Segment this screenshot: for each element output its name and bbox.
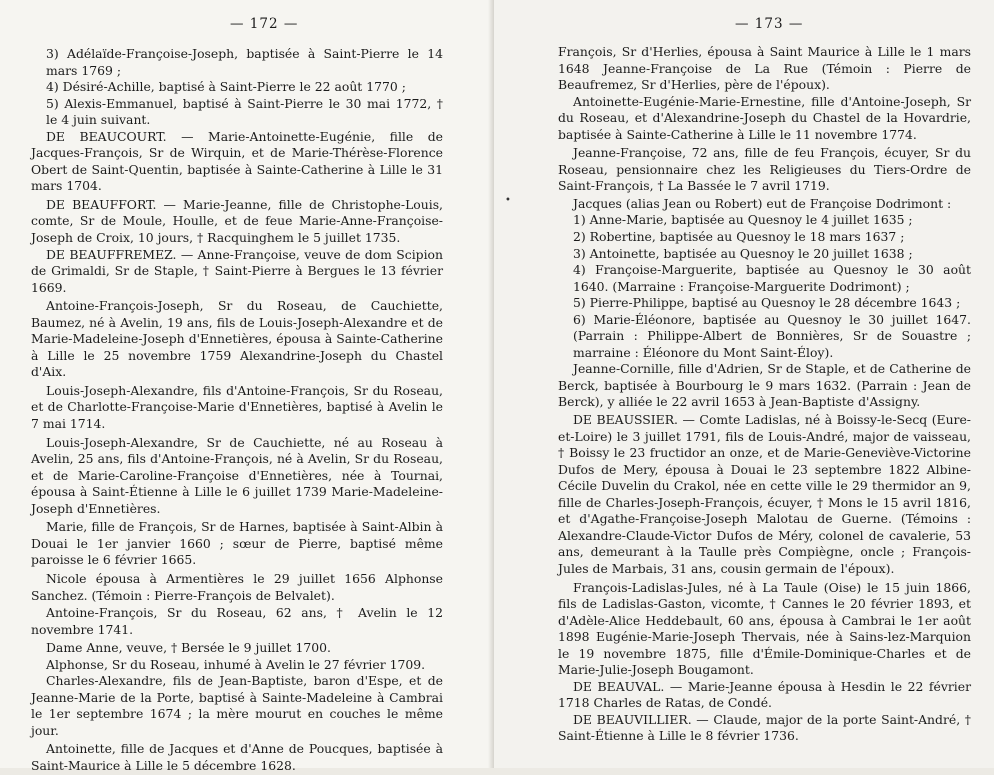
page-number-left: — 172 — <box>230 16 299 32</box>
entry-paragraph: Antoine-François, Sr du Roseau, 62 ans, † Avelin le 12 novembre 1741. <box>31 605 443 637</box>
entry-paragraph: DE BEAUCOURT. — Marie-Antoinette-Eugénie, fille de Jacques-François, Sr de Wirquin, et de Marie-Thérèse-Florence Obert de Saint-Quentin, baptisée à Sainte-Catherine à Lille le 31 mars 1704. <box>31 128 443 194</box>
right-page-text <box>558 44 971 745</box>
entry-paragraph: Charles-Alexandre, fils de Jean-Baptiste, baron d'Espe, et de Jeanne-Marie de la Porte, baptisé à Sainte-Madeleine à Cambrai le 1er septembre 1674 ; la mère mourut en couches le même jour. <box>31 673 443 738</box>
entry-paragraph: Antoinette-Eugénie-Marie-Ernestine, fille d'Antoine-Joseph, Sr du Roseau, et d'Alexandrine-Joseph du Chastel de la Hovardrie, baptisée à Sainte-Catherine à Lille le 11 novembre 1774. <box>558 93 971 142</box>
entry-paragraph: Antoine-François-Joseph, Sr du Roseau, de Cauchiette, Baumez, né à Avelin, 19 ans, fils de Louis-Joseph-Alexandre et de Marie-Madeleine-Joseph d'Ennetières, épousa à Sainte-Catherine à Lille le 25 novembre 1759 Alexandrine-Joseph du Chastel d'Aix. <box>31 298 443 380</box>
entry-paragraph: 5) Alexis-Emmanuel, baptisé à Saint-Pierre le 30 mai 1772, † le 4 juin suivant. <box>46 95 443 128</box>
left-page <box>0 0 494 773</box>
page-number-right: — 173 — <box>735 16 804 32</box>
entry-paragraph: Louis-Joseph-Alexandre, Sr de Cauchiette, né au Roseau à Avelin, 25 ans, fils d'Antoine-François, né à Avelin, Sr du Roseau, et de Marie-Caroline-Françoise d'Ennetières, née à Tournai, épousa à Saint-Étienne à Lille le 6 juillet 1739 Marie-Madeleine-Joseph d'Ennetières. <box>31 434 443 516</box>
left-page-text <box>31 46 443 775</box>
entry-paragraph: Marie, fille de François, Sr de Harnes, baptisée à Saint-Albin à Douai le 1er janvier 1660 ; sœur de Pierre, baptisé même paroisse le 6 février 1665. <box>31 519 443 568</box>
entry-paragraph: 5) Pierre-Philippe, baptisé au Quesnoy le 28 décembre 1643 ; <box>573 295 961 311</box>
entry-paragraph: DE BEAUSSIER. — Comte Ladislas, né à Boissy-le-Secq (Eure-et-Loire) le 3 juillet 1791, fils de Louis-André, major de vaisseau, † Boissy le 23 fructidor an onze, et de Marie-Geneviève-Victorine Dufos de Mery, épousa à Douai le 23 septembre 1822 Albine-Cécile Duvelin du Crakol, née en cette ville le 29 thermidor an 9, fille de Charles-Joseph-François, écuyer, † Mons le 15 avril 1816, et d'Agathe-Françoise-Joseph Malotau de Guerne. (Témoins : Alexandre-Claude-Victor Dufos de Méry, colonel de cavalerie, 53 ans, demeurant à la Taulle près Compiègne, oncle ; François-Jules de Marbais, 31 ans, cousin germain de l'époux). <box>558 412 971 576</box>
entry-paragraph: DE BEAUFFORT. — Marie-Jeanne, fille de Christophe-Louis, comte, Sr de Moule, Houlle, et de feue Marie-Anne-Françoise-Joseph de Croix, 10 jours, † Racquinghem le 5 juillet 1735. <box>31 196 443 246</box>
entry-paragraph: Jeanne-Cornille, fille d'Adrien, Sr de Staple, et de Catherine de Berck, baptisée à Bourbourg le 9 mars 1632. (Parrain : Jean de Berck), y alliée le 22 avril 1653 à Jean-Baptiste d'Assigny. <box>558 361 971 410</box>
entry-paragraph: 4) Françoise-Marguerite, baptisée au Quesnoy le 30 août 1640. (Marraine : Françoise-Marguerite Dodrimont) ; <box>573 262 971 294</box>
entry-paragraph: Jacques (alias Jean ou Robert) eut de Françoise Dodrimont : <box>573 195 952 211</box>
entry-paragraph: Jeanne-Françoise, 72 ans, fille de feu François, écuyer, Sr du Roseau, pensionnaire chez les Religieuses du Tiers-Ordre de Saint-François, † La Bassée le 7 avril 1719. <box>558 145 971 194</box>
entry-paragraph: François, Sr d'Herlies, épousa à Saint Maurice à Lille le 1 mars 1648 Jeanne-Françoise de La Rue (Témoin : Pierre de Beaufremez, Sr d'Herlies, père de l'époux). <box>558 44 971 93</box>
entry-paragraph: Antoinette, fille de Jacques et d'Anne de Poucques, baptisée à Saint-Maurice à Lille le 5 décembre 1628. <box>31 741 443 773</box>
entry-paragraph: 3) Antoinette, baptisée au Quesnoy le 20 juillet 1638 ; <box>573 245 913 261</box>
entry-paragraph: Nicole épousa à Armentières le 29 juillet 1656 Alphonse Sanchez. (Témoin : Pierre-François de Belvalet). <box>31 570 443 603</box>
entry-paragraph: François-Ladislas-Jules, né à La Taule (Oise) le 15 juin 1866, fils de Ladislas-Gaston, vicomte, † Cannes le 20 février 1893, et d'Adèle-Alice Heddebault, 60 ans, épousa à Cambrai le 1er août 1898 Eugénie-Marie-Joseph Thervais, née à Sains-lez-Marquion le 19 novembre 1875, fille d'Émile-Dominique-Charles et de Marie-Julie-Joseph Bougamont. <box>558 579 971 678</box>
right-page <box>494 0 994 768</box>
entry-paragraph: 6) Marie-Éléonore, baptisée au Quesnoy le 30 juillet 1647. (Parrain : Philippe-Albert de Bonnières, Sr de Souastre ; marraine : Éléonore du Mont Saint-Éloy). <box>573 311 971 360</box>
entry-paragraph: Dame Anne, veuve, † Bersée le 9 juillet 1700. <box>46 640 331 656</box>
entry-paragraph: Alphonse, Sr du Roseau, inhumé à Avelin le 27 février 1709. <box>46 656 426 672</box>
entry-paragraph: Louis-Joseph-Alexandre, fils d'Antoine-François, Sr du Roseau, et de Charlotte-Françoise-Marie d'Ennetières, baptisé à Avelin le 7 mai 1714. <box>31 382 443 432</box>
entry-paragraph: 1) Anne-Marie, baptisée au Quesnoy le 4 juillet 1635 ; <box>573 212 913 228</box>
entry-paragraph: DE BEAUFFREMEZ. — Anne-Françoise, veuve de dom Scipion de Grimaldi, Sr de Staple, † Saint-Pierre à Bergues le 13 février 1669. <box>31 246 443 295</box>
entry-paragraph: 4) Désiré-Achille, baptisé à Saint-Pierre le 22 août 1770 ; <box>46 79 406 95</box>
entry-paragraph: 2) Robertine, baptisée au Quesnoy le 18 mars 1637 ; <box>573 229 905 245</box>
entry-paragraph: DE BEAUVILLIER. — Claude, major de la porte Saint-André, † Saint-Étienne à Lille le 8 février 1736. <box>558 711 971 744</box>
margin-dot: • <box>505 195 511 206</box>
entry-paragraph: 3) Adélaïde-Françoise-Joseph, baptisée à Saint-Pierre le 14 mars 1769 ; <box>46 46 443 78</box>
entry-paragraph: DE BEAUVAL. — Marie-Jeanne épousa à Hesdin le 22 février 1718 Charles de Ratas, de Condé. <box>558 678 971 711</box>
